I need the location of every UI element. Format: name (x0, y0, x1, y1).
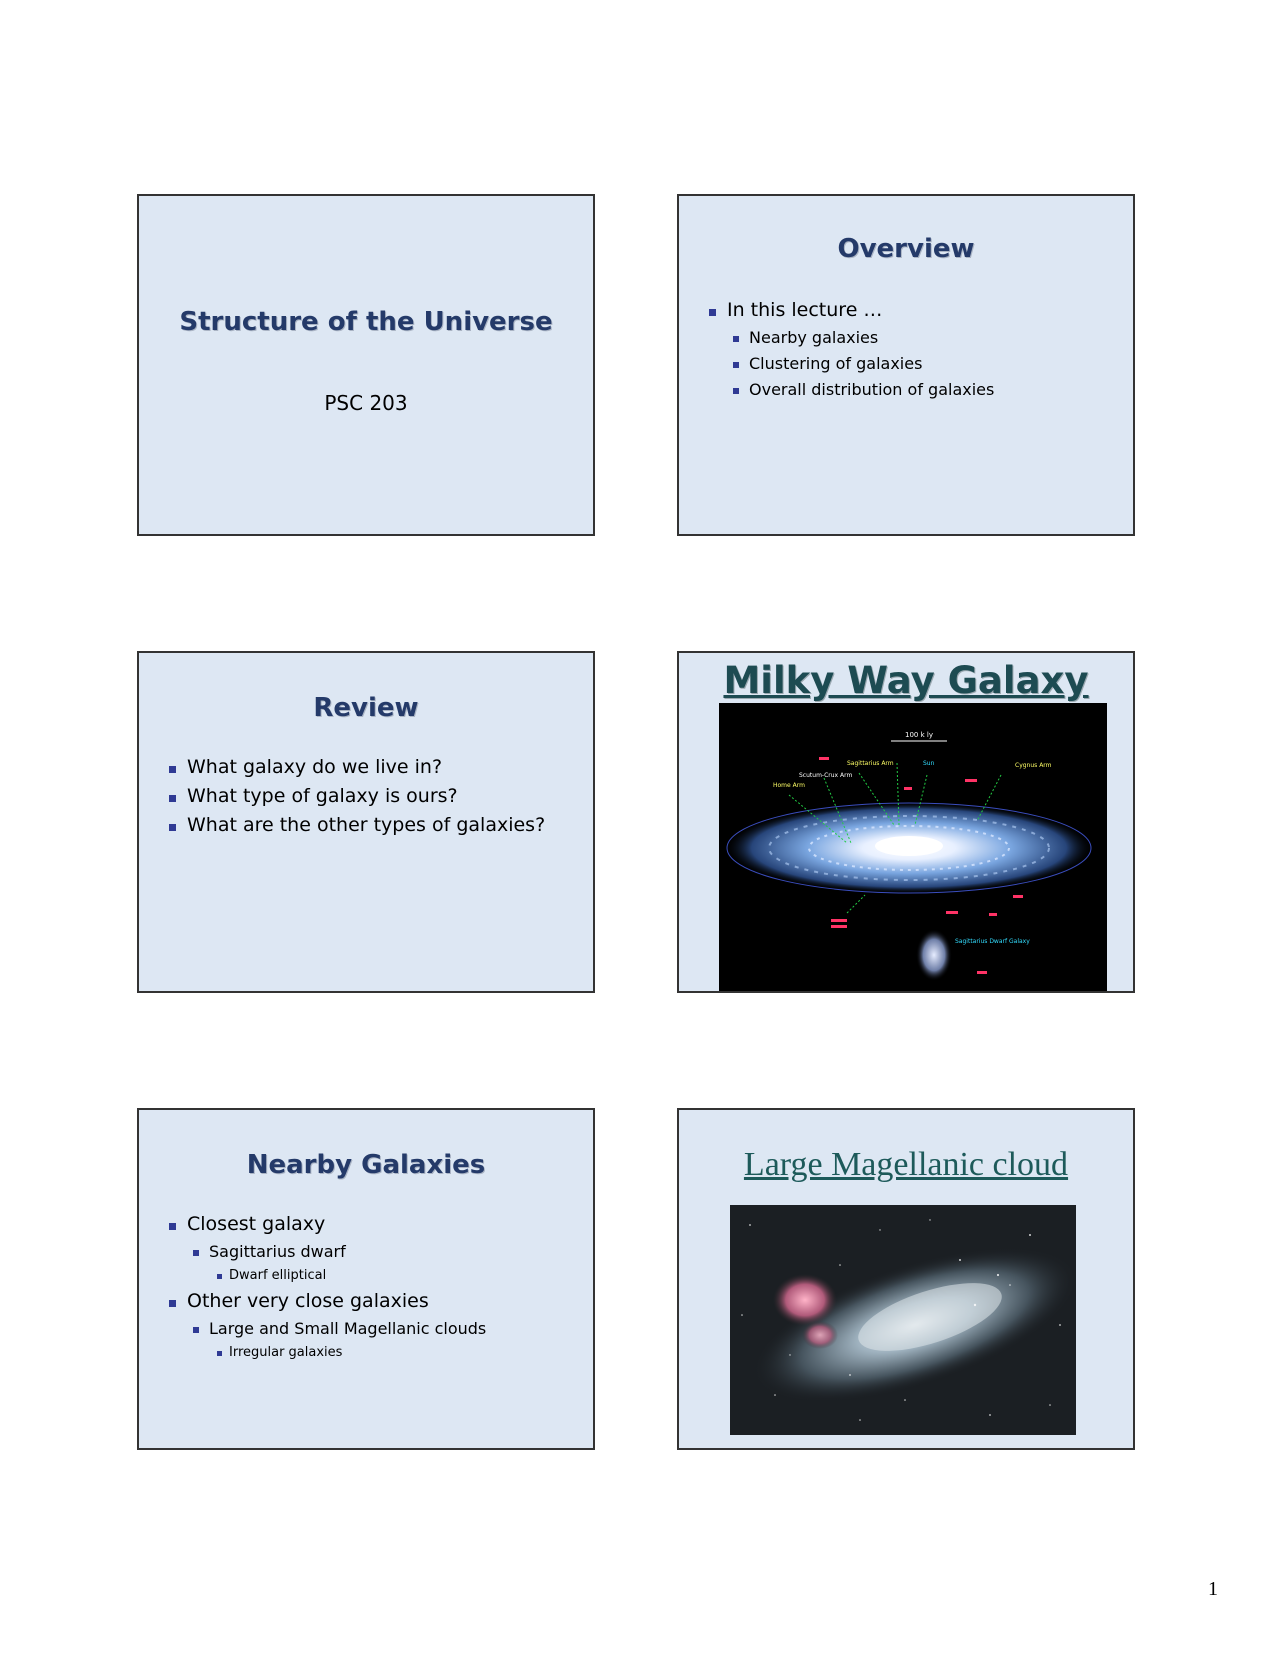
map-label: Home Arm (773, 782, 805, 789)
list-item: Overall distribution of galaxies (705, 377, 994, 403)
list-item: Large and Small Magellanic clouds (165, 1316, 486, 1342)
slide-nearby-galaxies (137, 1108, 595, 1450)
course-code: PSC 203 (324, 391, 408, 415)
list-item: Nearby galaxies (705, 325, 994, 351)
list-item: Irregular galaxies (165, 1342, 486, 1364)
map-label: Cygnus Arm (1015, 762, 1052, 769)
page-number: 1 (1208, 1578, 1218, 1600)
list-item: What galaxy do we live in? (165, 753, 545, 782)
map-label: Sun (923, 760, 935, 767)
slide-review (137, 651, 595, 993)
milky-way-galaxy-image (719, 703, 1107, 993)
list-item: Dwarf elliptical (165, 1265, 486, 1287)
slide-milky-way (677, 651, 1135, 993)
milky-way-heading: Milky Way Galaxy (723, 659, 1089, 702)
map-label: Sagittarius Arm (847, 760, 894, 767)
map-label: Scutum-Crux Arm (799, 772, 853, 779)
slide-title (137, 194, 595, 536)
slide-overview (677, 194, 1135, 536)
nearby-galaxies-heading: Nearby Galaxies (246, 1150, 486, 1180)
lmc-heading: Large Magellanic cloud (743, 1146, 1069, 1183)
scale-label: 100 k ly (905, 731, 933, 739)
list-item: Other very close galaxies (165, 1287, 486, 1316)
list-item: What type of galaxy is ours? (165, 782, 545, 811)
review-bullet-list (165, 753, 545, 840)
list-item: Clustering of galaxies (705, 351, 994, 377)
large-magellanic-cloud-image (730, 1205, 1076, 1435)
list-item: Closest galaxy (165, 1210, 486, 1239)
list-item: What are the other types of galaxies? (165, 811, 545, 840)
slide-title-heading: Structure of the Universe (179, 307, 553, 337)
overview-heading: Overview (837, 234, 975, 264)
slide-large-magellanic-cloud (677, 1108, 1135, 1450)
map-label: Sagittarius Dwarf Galaxy (955, 938, 1030, 945)
list-item: In this lecture … (705, 296, 994, 325)
list-item: Sagittarius dwarf (165, 1239, 486, 1265)
nearby-galaxies-bullet-list (165, 1210, 486, 1364)
review-heading: Review (313, 693, 419, 723)
overview-bullet-list (705, 296, 994, 403)
